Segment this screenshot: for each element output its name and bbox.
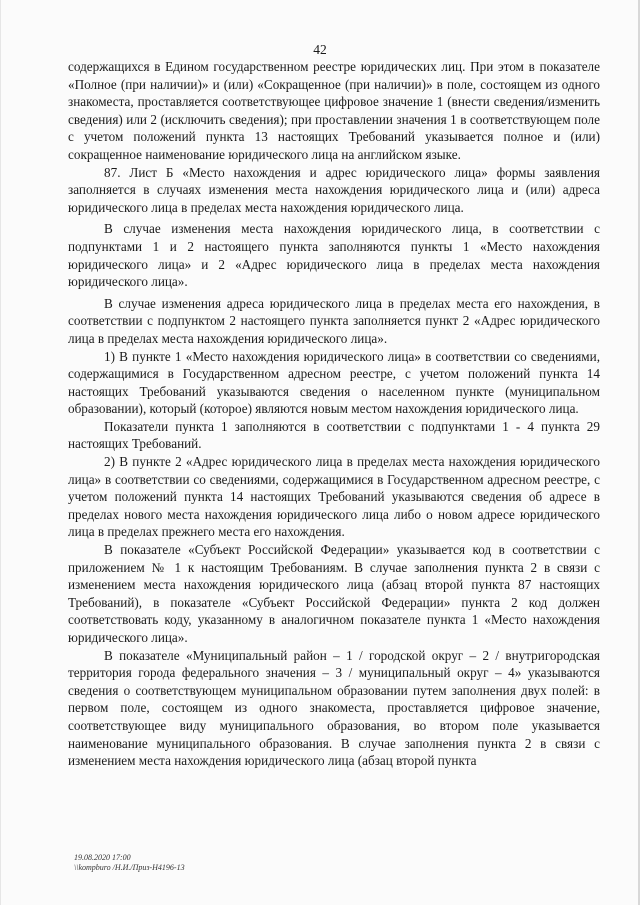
- paragraph-municipal: В показателе «Муниципальный район – 1 / городской округ – 2 / внутригородская территория города федерального значения – 3 / муниципальный округ – 4» указываются сведения о соответствующем муниципальном образовании путем заполнения двух полей: в первом поле, состоящем из одного знакоместа, проставляется цифровое значение, соответствующее виду муниципального образования, во втором поле указывается наименование муниципального образования. В случае заполнения пункта 2 в связи с изменением места нахождения юридического лица (абзац второй пункта: [68, 647, 600, 769]
- page-number: 42: [313, 42, 327, 57]
- paragraph-indicators-item-1: Показатели пункта 1 заполняются в соответствии с подпунктами 1 - 4 пункта 29 настоящих Требований.: [68, 418, 600, 452]
- paragraph-address-change: В случае изменения адреса юридического лица в пределах места его нахождения, в соответствии с подпунктом 2 настоящего пункта заполняется пункт 2 «Адрес юридического лица в пределах места нахождения юридического лица».: [68, 295, 600, 346]
- paragraph-subject-rf: В показателе «Субъект Российской Федерации» указывается код в соответствии с приложением № 1 к настоящим Требованиям. В случае заполнения пункта 2 в связи с изменением места нахождения юридического лица (абзац второй пункта 87 настоящих Требований), в показателе «Субъект Российской Федерации» пункта 2 код должен соответствовать коду, указанному в аналогичном показателе пункта 1 «Место нахождения юридического лица».: [68, 542, 600, 645]
- footer-path: \\kompburo /Н.И./Приз-Н4196-13: [74, 863, 185, 872]
- paragraph-87: 87. Лист Б «Место нахождения и адрес юридического лица» формы заявления заполняется в случаях изменения места нахождения юридического лица и (или) адреса юридического лица в пределах места нахождения юридического лица.: [68, 164, 600, 215]
- paragraph-continuation: содержащихся в Едином государственном реестре юридических лиц. При этом в показателе «Полное (при наличии)» и (или) «Сокращенное (при наличии)» в поле, состоящем из одного знакоместа, проставляется соответствующее цифровое значение 1 (внести сведения/изменить сведения) или 2 (исключить сведения); при проставлении значения 1 в соответствующем поле с учетом положений пункта 13 настоящих Требований указывается полное и (или) сокращенное наименование юридического лица на английском языке.: [68, 59, 600, 162]
- footer: [74, 853, 185, 873]
- paragraph-subitem-1: 1) В пункте 1 «Место нахождения юридического лица» в соответствии со сведениями, содержащимися в Государственном адресном реестре, с учетом положений пункта 14 настоящих Требований указываются сведения о населенном пункте (муниципальном образовании), который (которое) являются новым местом нахождения юридического лица.: [68, 348, 600, 417]
- paragraph-location-change: В случае изменения места нахождения юридического лица, в соответствии с подпунктами 1 и 2 настоящего пункта заполняются пункты 1 «Место нахождения юридического лица» и 2 «Адрес юридического лица в пределах места нахождения юридического лица».: [68, 221, 600, 290]
- footer-date: 19.08.2020 17:00: [74, 853, 131, 862]
- body-text: [68, 58, 600, 770]
- paragraph-subitem-2: 2) В пункте 2 «Адрес юридического лица в пределах места нахождения юридического лица» в соответствии со сведениями, содержащимися в Государственном адресном реестре, с учетом положений пункта 14 настоящих Требований указываются сведения об адресе в пределах нового места нахождения юридического лица либо о новом адресе юридического лица в пределах прежнего места его нахождения.: [68, 454, 600, 540]
